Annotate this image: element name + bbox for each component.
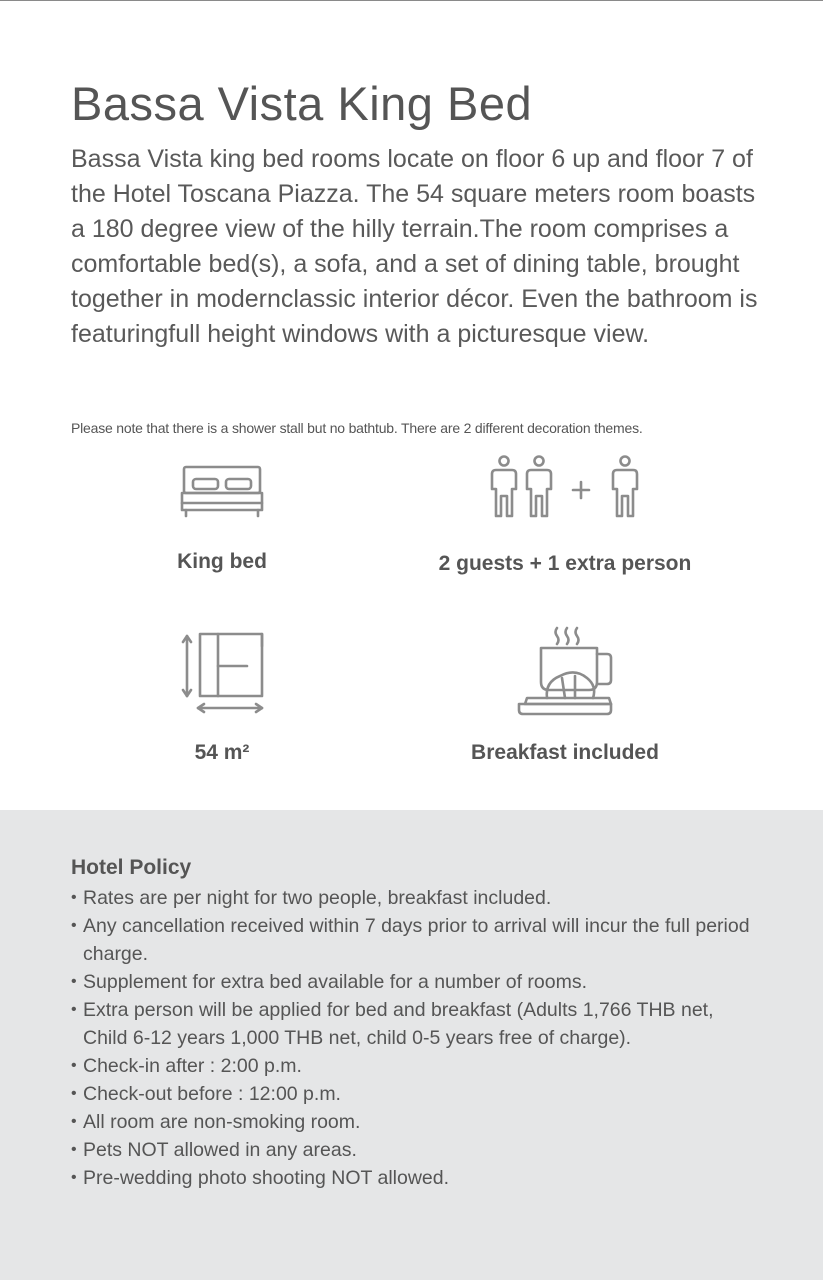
feature-guests-label: 2 guests + 1 extra person bbox=[438, 552, 692, 575]
feature-breakfast-label: Breakfast included bbox=[471, 741, 659, 764]
feature-breakfast bbox=[415, 622, 715, 772]
floorplan-icon bbox=[122, 628, 322, 718]
guests-icon bbox=[415, 452, 715, 524]
policy-item: • Check-out before : 12:00 p.m. bbox=[71, 1080, 761, 1108]
hotel-policy-section bbox=[0, 810, 823, 1280]
policy-heading: Hotel Policy bbox=[71, 856, 192, 879]
policy-item: • Extra person will be applied for bed and breakfast (Adults 1,766 THB net, Child 6-12 years 1,000 THB net, child 0-5 years free of charge). bbox=[71, 996, 761, 1052]
feature-guests bbox=[415, 452, 715, 587]
top-divider bbox=[0, 0, 823, 1]
policy-list bbox=[71, 884, 761, 1192]
policy-item: • Rates are per night for two people, breakfast included. bbox=[71, 884, 761, 912]
policy-item: • Supplement for extra bed available for a number of rooms. bbox=[71, 968, 761, 996]
feature-bed-label: King bed bbox=[177, 550, 267, 573]
policy-item: • Check-in after : 2:00 p.m. bbox=[71, 1052, 761, 1080]
room-description: Bassa Vista king bed rooms locate on floor 6 up and floor 7 of the Hotel Toscana Piazza. The 54 square meters room boasts a 180 degree view of the hilly terrain.The room comprises a comfortable bed(s), a sofa, and a set of dining table, brought together in modernclassic interior décor. Even the bathroom is featuringfull height windows with a picturesque view. bbox=[71, 145, 758, 348]
policy-item: • Any cancellation received within 7 days prior to arrival will incur the full period charge. bbox=[71, 912, 761, 968]
policy-item: • Pre-wedding photo shooting NOT allowed. bbox=[71, 1164, 761, 1192]
room-note: Please note that there is a shower stall but no bathtub. There are 2 different decoration themes. bbox=[71, 420, 643, 436]
breakfast-icon bbox=[415, 622, 715, 722]
room-title: Bassa Vista King Bed bbox=[71, 77, 533, 130]
policy-item: • All room are non-smoking room. bbox=[71, 1108, 761, 1136]
feature-size-label: 54 m² bbox=[194, 741, 250, 764]
feature-bed bbox=[122, 455, 322, 585]
feature-size bbox=[122, 628, 322, 773]
policy-item: • Pets NOT allowed in any areas. bbox=[71, 1136, 761, 1164]
bed-icon bbox=[122, 455, 322, 525]
